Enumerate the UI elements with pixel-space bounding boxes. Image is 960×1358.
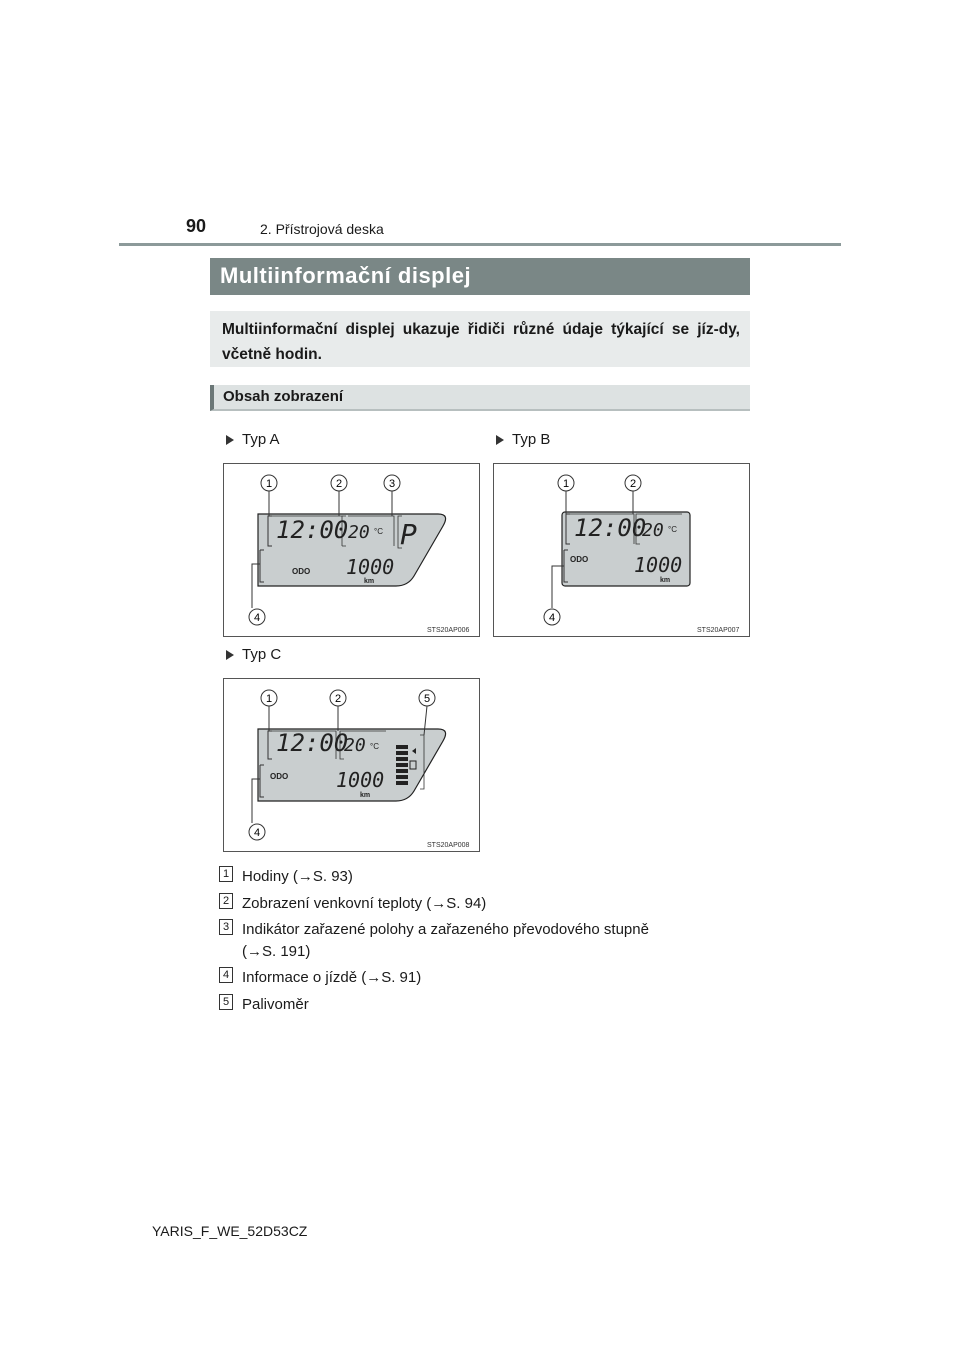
- header-rule: [119, 243, 841, 246]
- temperature-readout: 20: [642, 520, 664, 541]
- km-unit: km: [660, 577, 671, 584]
- legend-number-badge: 4: [219, 967, 233, 983]
- legend-number-badge: 3: [219, 919, 233, 935]
- odo-label: ODO: [292, 567, 311, 576]
- legend-list: [219, 866, 759, 1026]
- callout-4: [249, 609, 265, 625]
- section-title-bar: [210, 258, 750, 295]
- temperature-readout: 20: [348, 522, 370, 543]
- svg-text:4: 4: [548, 612, 556, 624]
- callout-2: [331, 475, 347, 491]
- temperature-unit: °C: [374, 527, 383, 536]
- legend-item: Palivoměr: [242, 996, 309, 1013]
- callout-1: [558, 475, 574, 491]
- odometer-readout: 1000: [634, 553, 683, 577]
- legend-item: Zobrazení venkovní teploty (→S. 94): [242, 895, 487, 912]
- svg-text:2: 2: [334, 693, 342, 705]
- intro-box: [210, 311, 750, 367]
- callout-4: [249, 824, 265, 840]
- clock-readout: 12:00: [276, 729, 349, 757]
- legend-item: Informace o jízdě (→S. 91): [242, 969, 422, 986]
- display-figure-type-b: [493, 463, 750, 637]
- callout-2: [625, 475, 641, 491]
- page-title: Multiinformační displej: [220, 263, 472, 288]
- odo-label: ODO: [270, 772, 289, 781]
- callout-5: [419, 690, 435, 706]
- figure-code: STS20AP008: [427, 842, 470, 849]
- chapter-title: 2. Přístrojová deska: [260, 221, 384, 237]
- temperature-unit: °C: [370, 742, 379, 751]
- legend-number-badge: 1: [219, 866, 233, 882]
- callout-2: [330, 690, 346, 706]
- legend-number-badge: 2: [219, 893, 233, 909]
- figure-code: STS20AP007: [697, 627, 740, 634]
- km-unit: km: [364, 578, 375, 585]
- svg-text:5: 5: [423, 693, 431, 705]
- svg-text:1: 1: [562, 478, 570, 490]
- legend-number-badge: 5: [219, 994, 233, 1010]
- svg-text:2: 2: [335, 478, 343, 490]
- km-unit: km: [360, 792, 371, 799]
- figure-code: STS20AP006: [427, 627, 470, 634]
- temperature-unit: °C: [668, 525, 677, 534]
- intro-text: Multiinformační displej ukazuje řidiči různé údaje týkající se jíz-dy, včetně hodin.: [222, 321, 740, 363]
- temperature-readout: 20: [344, 735, 366, 756]
- legend-item: Hodiny (→S. 93): [242, 868, 353, 885]
- subsection-title: Obsah zobrazení: [223, 388, 344, 405]
- callout-1: [261, 690, 277, 706]
- display-figure-type-c: [223, 678, 480, 852]
- odo-label: ODO: [570, 555, 589, 564]
- display-figure-type-a: [223, 463, 480, 637]
- callout-1: [261, 475, 277, 491]
- legend-item-continuation: (→S. 191): [242, 943, 311, 960]
- legend-item: Indikátor zařazené polohy a zařazeného převodového stupně: [242, 921, 649, 938]
- type-b-label: Typ B: [496, 431, 550, 448]
- triangle-bullet-icon: [496, 435, 504, 445]
- triangle-bullet-icon: [226, 650, 234, 660]
- triangle-bullet-icon: [226, 435, 234, 445]
- subsection-bar: [210, 385, 750, 411]
- svg-text:2: 2: [629, 478, 637, 490]
- gear-indicator: P: [400, 518, 417, 551]
- type-a-label: Typ A: [226, 431, 280, 448]
- svg-text:1: 1: [265, 478, 273, 490]
- svg-text:1: 1: [265, 693, 273, 705]
- footer-code: YARIS_F_WE_52D53CZ: [152, 1223, 308, 1239]
- svg-text:3: 3: [388, 478, 396, 490]
- page-number: 90: [186, 216, 207, 236]
- callout-3: [384, 475, 400, 491]
- clock-readout: 12:00: [574, 514, 647, 542]
- svg-text:4: 4: [253, 827, 261, 839]
- odometer-readout: 1000: [346, 555, 395, 579]
- svg-text:4: 4: [253, 612, 261, 624]
- clock-readout: 12:00: [276, 516, 349, 544]
- odometer-readout: 1000: [336, 768, 385, 792]
- type-c-label: Typ C: [226, 646, 281, 663]
- callout-4: [544, 609, 560, 625]
